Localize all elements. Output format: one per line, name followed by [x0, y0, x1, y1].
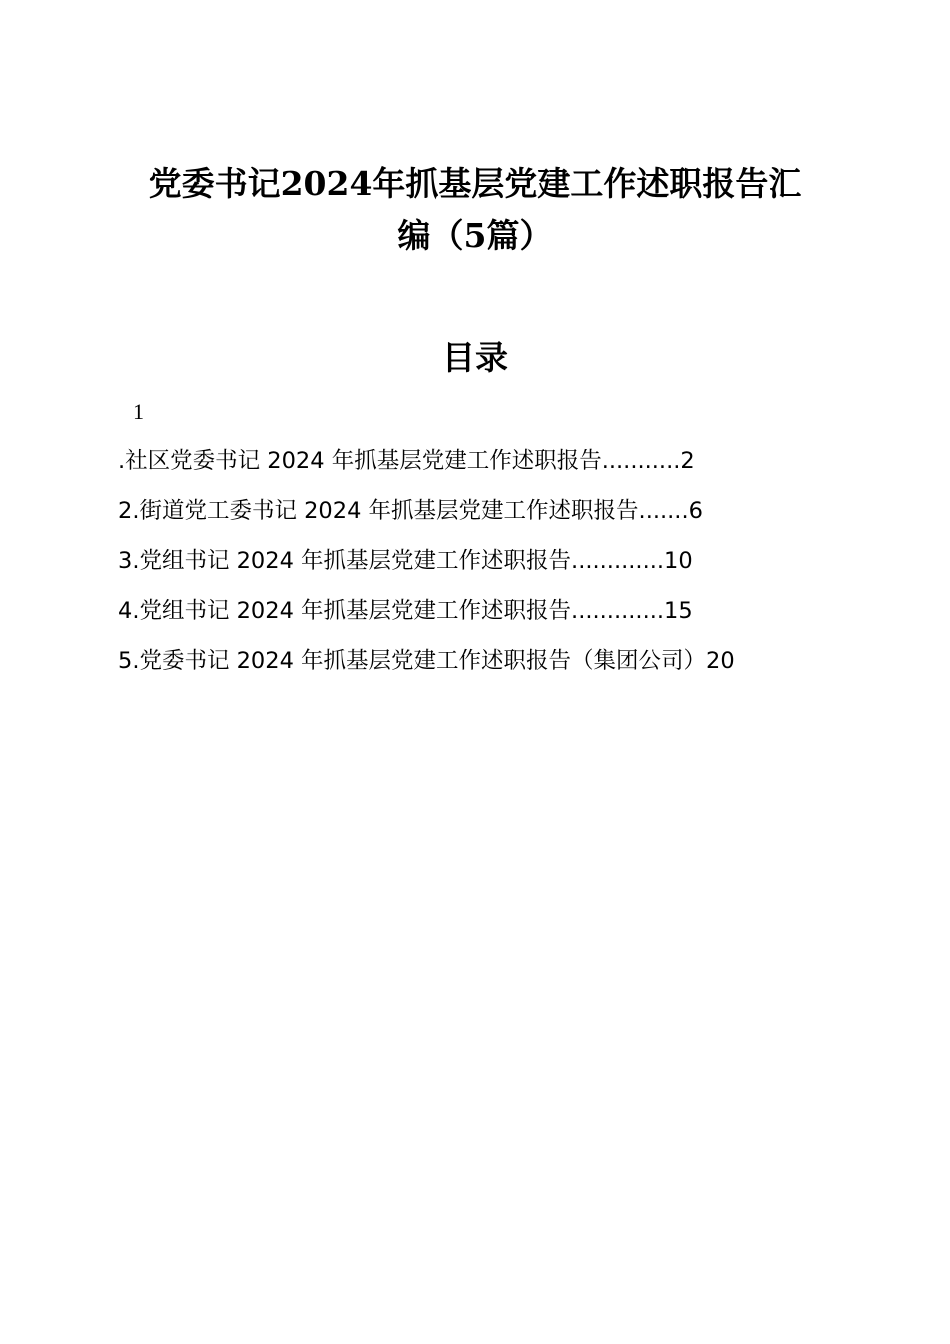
- document-title-line-1: 党委书记2024年抓基层党建工作述职报告汇: [148, 164, 802, 203]
- toc-entry-leader: .............: [571, 598, 665, 624]
- toc-stray-number: 1: [133, 399, 144, 424]
- toc-heading: 目录: [442, 338, 508, 377]
- document-title-line-2: 编（5篇）: [397, 216, 553, 255]
- toc-entry-page: 2: [680, 448, 695, 474]
- toc-entry-page: 15: [664, 598, 693, 624]
- toc-entry-title: 4.党组书记 2024 年抓基层党建工作述职报告: [118, 598, 572, 624]
- toc-entry-2[interactable]: [118, 492, 838, 542]
- toc-entry-4[interactable]: [118, 592, 838, 642]
- toc-entry-1[interactable]: [118, 442, 838, 492]
- toc-entry-leader: .............: [571, 548, 665, 574]
- toc-entry-title: 2.街道党工委书记 2024 年抓基层党建工作述职报告: [118, 498, 639, 524]
- document-title: [110, 158, 840, 262]
- toc-entry-page: 6: [688, 498, 703, 524]
- toc-entry-page: 10: [664, 548, 693, 574]
- toc-entry-leader: ...........: [601, 448, 681, 474]
- toc-entry-3[interactable]: [118, 542, 838, 592]
- toc-entry-title: 3.党组书记 2024 年抓基层党建工作述职报告: [118, 548, 572, 574]
- toc-entry-title: 5.党委书记 2024 年抓基层党建工作述职报告（集团公司）: [118, 648, 707, 674]
- toc-entry-leader: .......: [638, 498, 689, 524]
- table-of-contents: [118, 442, 838, 692]
- toc-entry-title: .社区党委书记 2024 年抓基层党建工作述职报告: [118, 448, 602, 474]
- toc-entry-page: 20: [706, 648, 735, 674]
- toc-entry-5[interactable]: [118, 642, 838, 692]
